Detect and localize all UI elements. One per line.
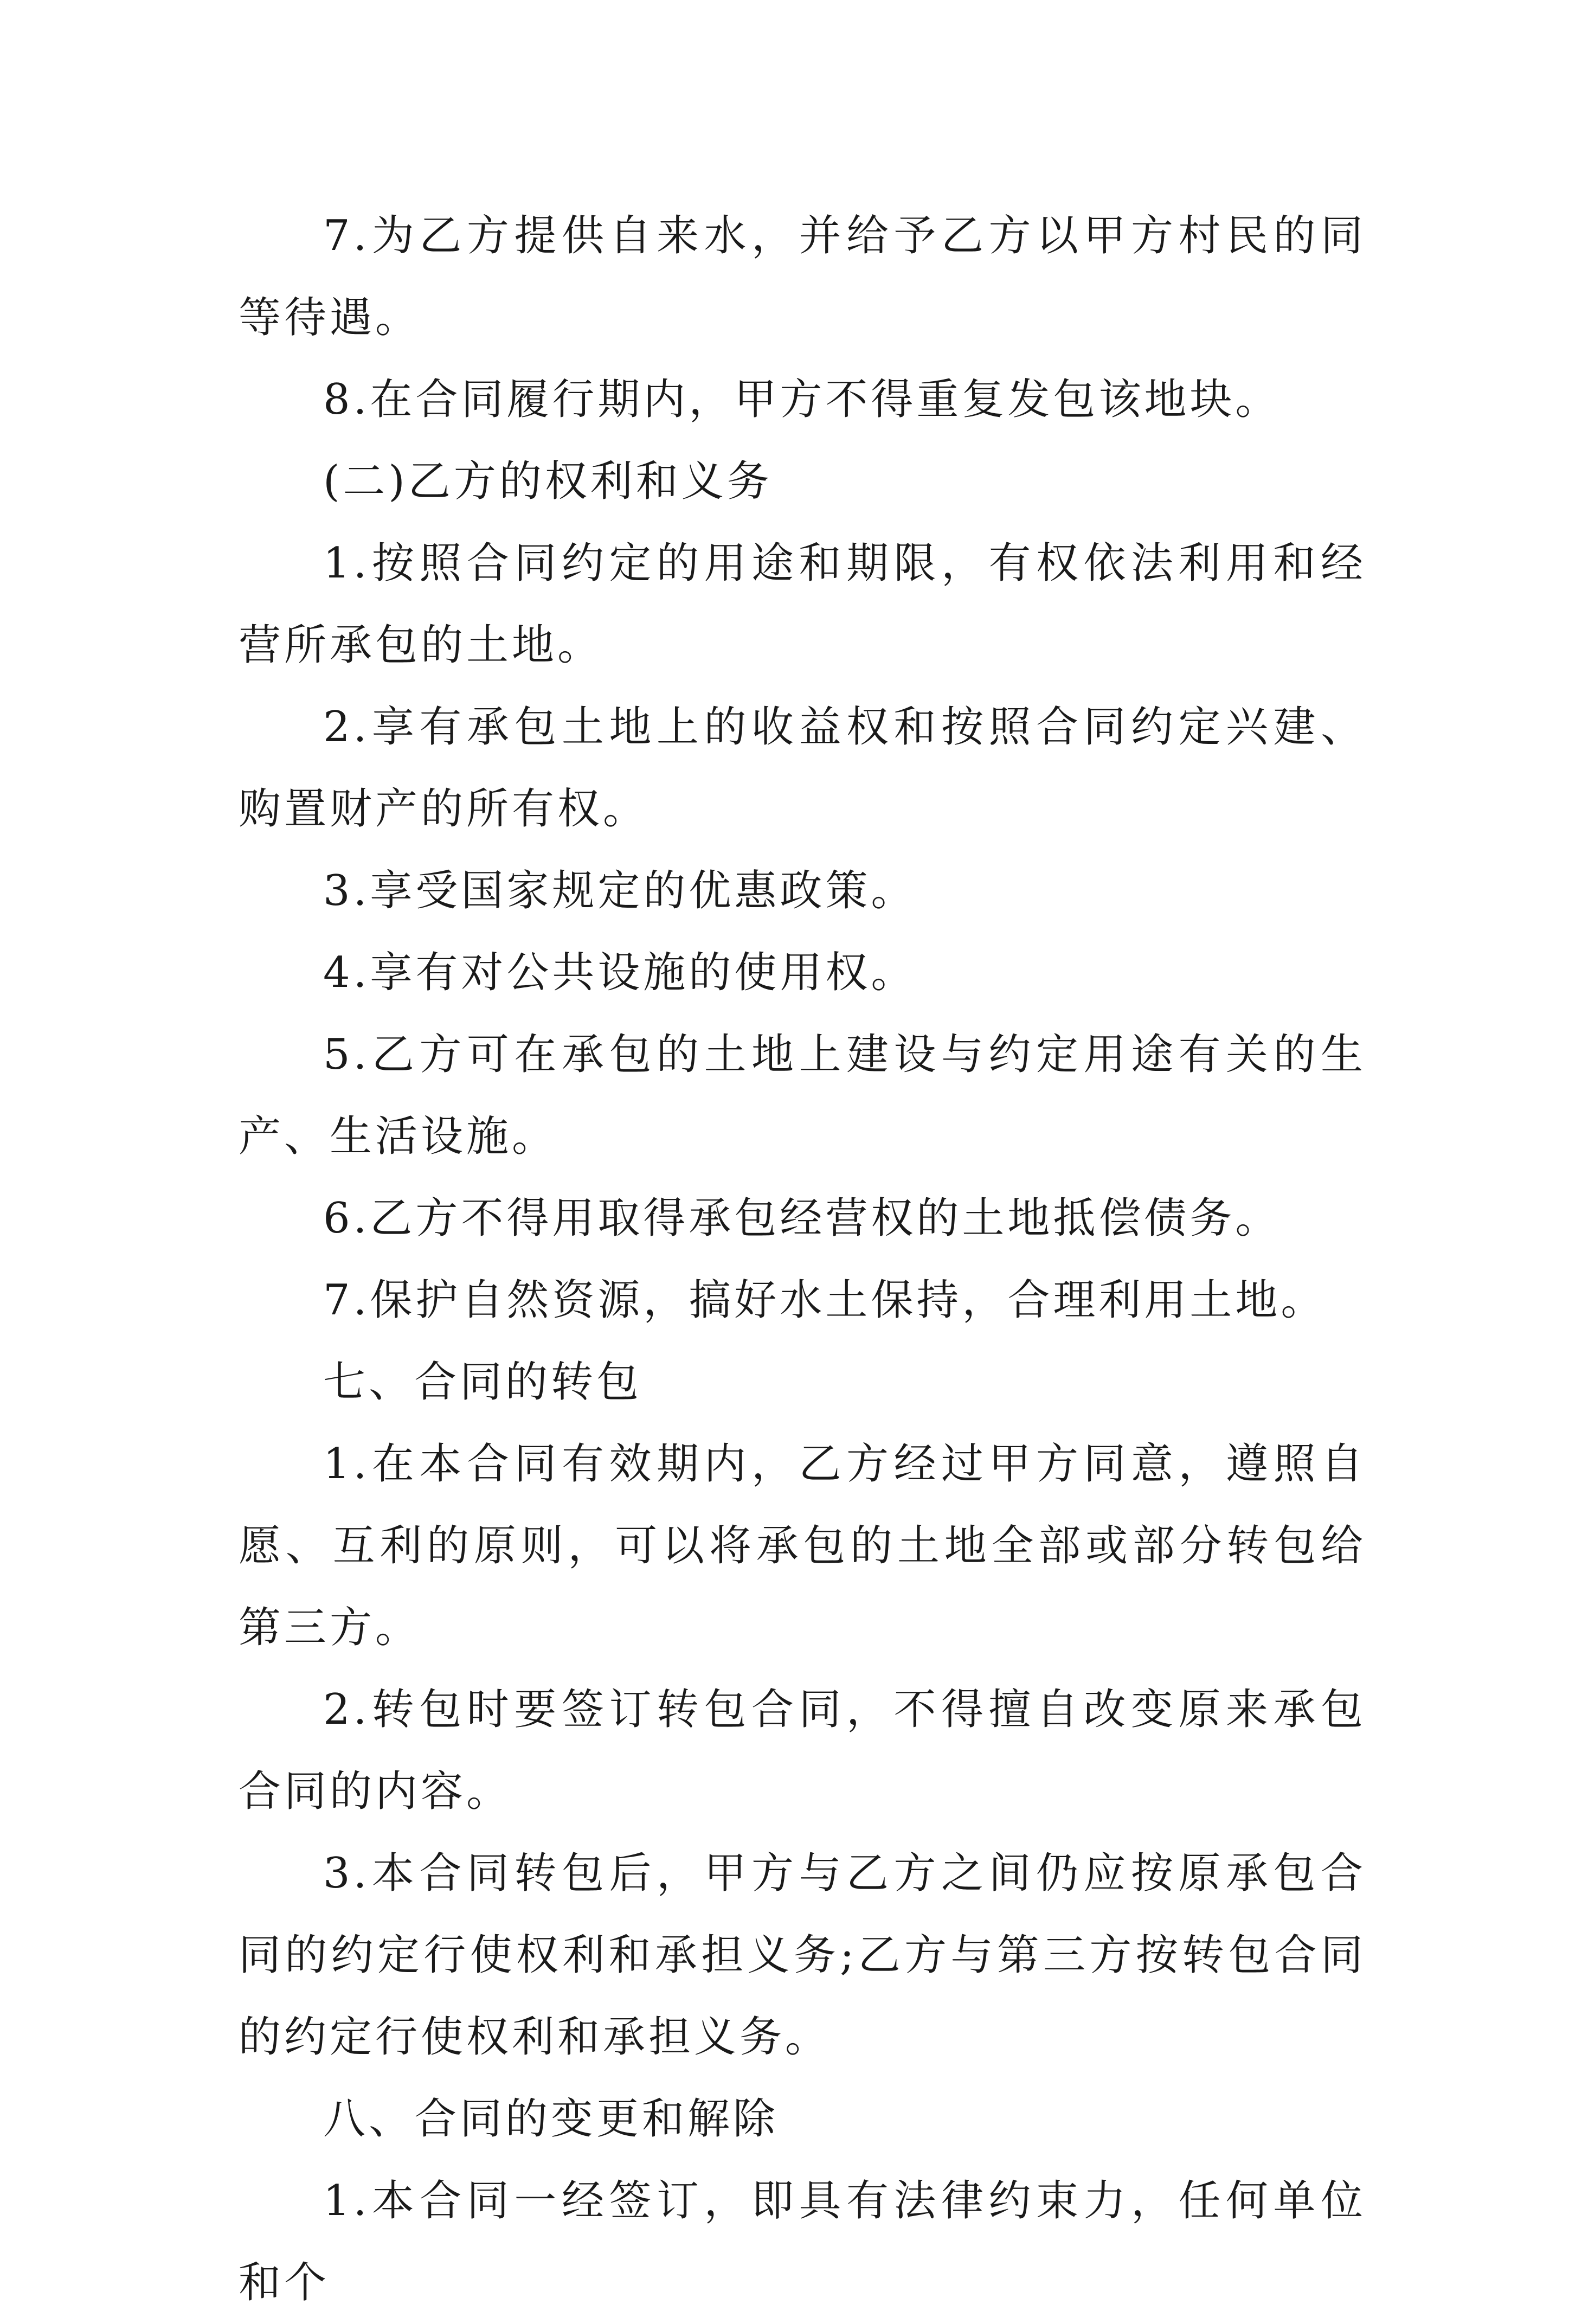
section-heading-subcontract: 七、合同的转包 — [323, 1358, 642, 1407]
paragraph-protect-resources: 7.保护自然资源，搞好水土保持，合理利用土地。 — [323, 1276, 1327, 1325]
paragraph-use-land: 1.按照合同约定的用途和期限，有权依法利用和经营所承包的土地。 — [239, 539, 1366, 670]
paragraph-water-supply: 7.为乙方提供自来水，并给予乙方以甲方村民的同等待遇。 — [239, 211, 1366, 342]
paragraph-no-repeat-contract: 8.在合同履行期内，甲方不得重复发包该地块。 — [323, 375, 1281, 424]
paragraph-public-facilities: 4.享有对公共设施的使用权。 — [323, 948, 917, 997]
paragraph-income-rights: 2.享有承包土地上的收益权和按照合同约定兴建、购置财产的所有权。 — [239, 703, 1366, 833]
paragraph-subcontract-consent: 1.在本合同有效期内，乙方经过甲方同意，遵照自愿、互利的原则，可以将承包的土地全部或部分转包给第三方。 — [239, 1440, 1366, 1652]
document-body — [239, 195, 1366, 2324]
section-heading-party-b-rights: (二)乙方的权利和义务 — [323, 457, 773, 506]
paragraph-preferential-policy: 3.享受国家规定的优惠政策。 — [323, 866, 917, 915]
paragraph-subcontract-agreement: 2.转包时要签订转包合同，不得擅自改变原来承包合同的内容。 — [239, 1685, 1366, 1816]
paragraph-no-debt-offset: 6.乙方不得用取得承包经营权的土地抵偿债务。 — [323, 1194, 1281, 1243]
section-heading-change-termination: 八、合同的变更和解除 — [323, 2095, 779, 2143]
paragraph-build-facilities: 5.乙方可在承包的土地上建设与约定用途有关的生产、生活设施。 — [239, 1030, 1366, 1161]
paragraph-subcontract-obligations: 3.本合同转包后，甲方与乙方之间仍应按原承包合同的约定行使权利和承担义务;乙方与第三方按转包合同的约定行使权利和承担义务。 — [239, 1849, 1366, 2062]
paragraph-legal-binding: 1.本合同一经签订，即具有法律约束力，任何单位和个 — [239, 2177, 1366, 2307]
